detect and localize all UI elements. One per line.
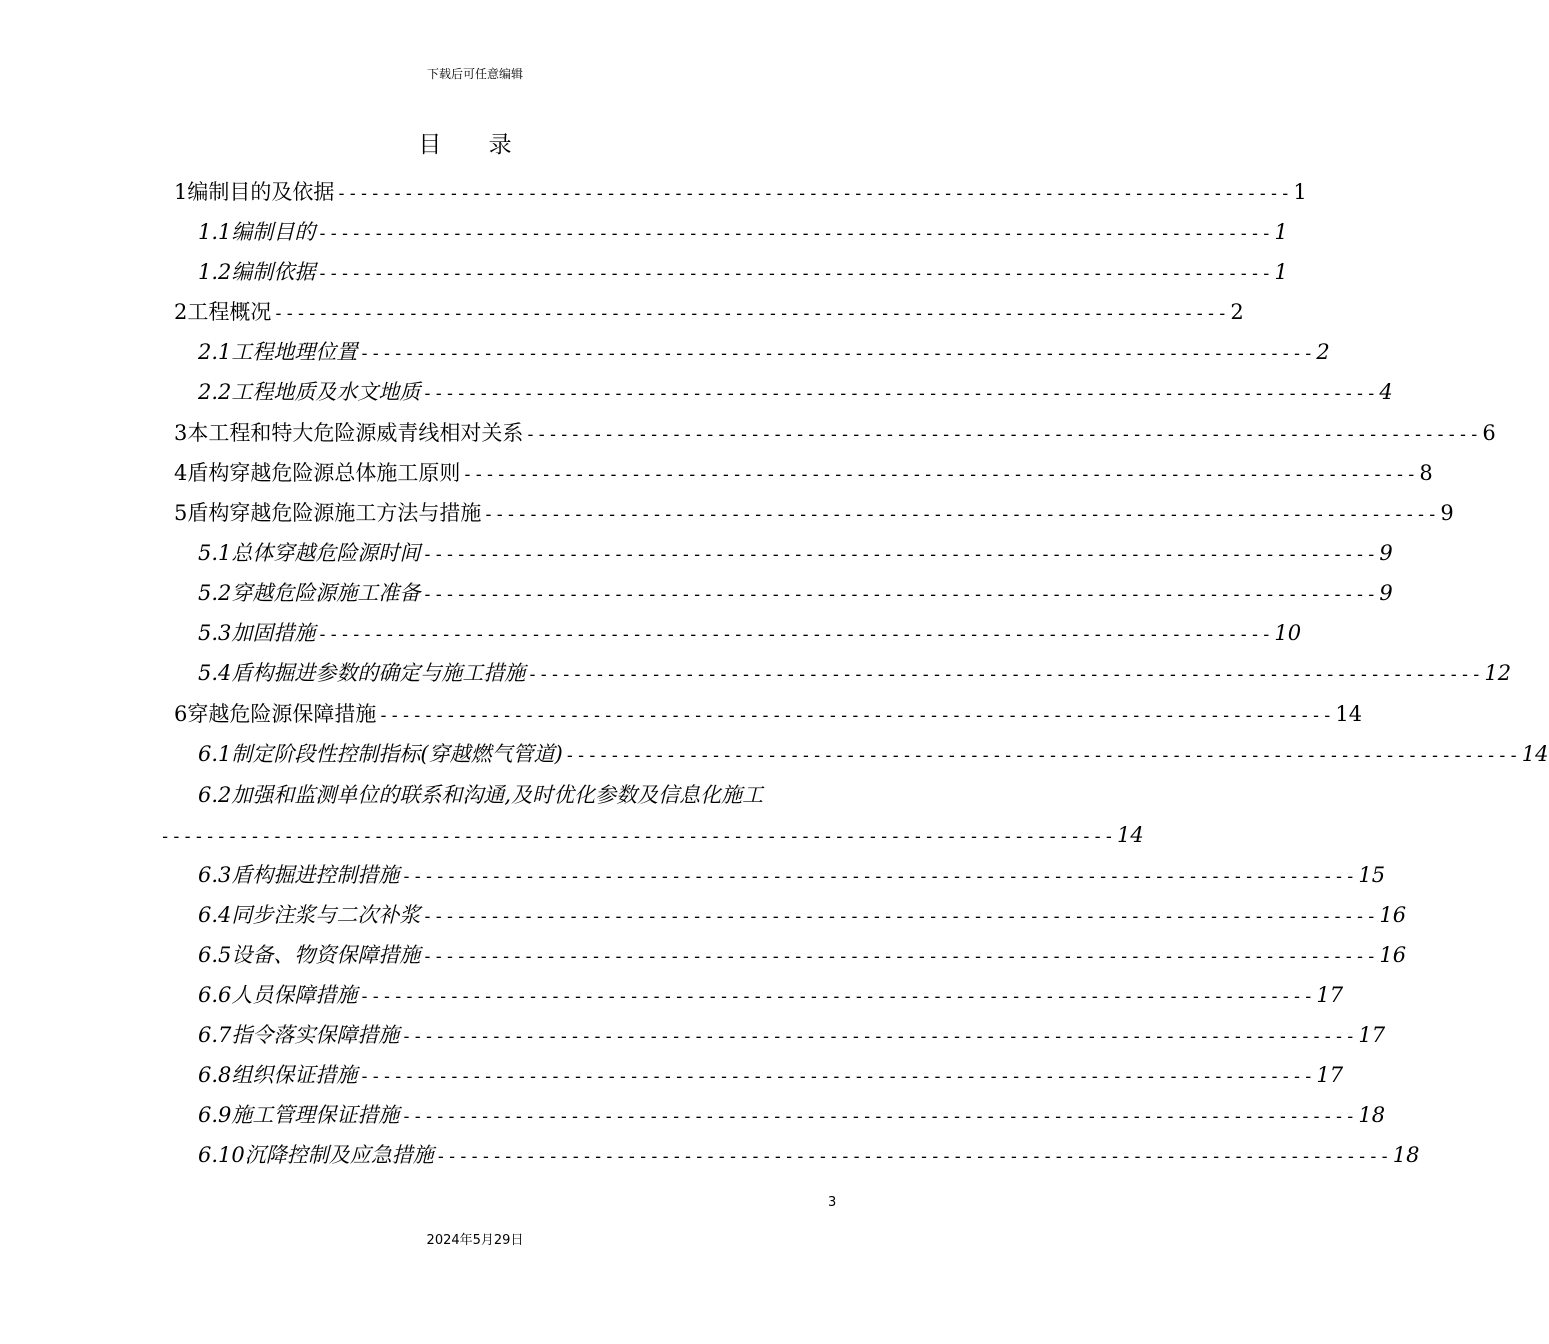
toc-entry-page: 16 bbox=[1379, 903, 1407, 927]
toc-entry[interactable] bbox=[198, 337, 1330, 367]
toc-entry[interactable] bbox=[198, 658, 1512, 688]
toc-entry-page: 14 bbox=[1521, 742, 1549, 766]
toc-entry-page: 9 bbox=[1379, 581, 1393, 605]
toc-entry-label: 6.1制定阶段性控制指标(穿越燃气管道) bbox=[198, 742, 563, 766]
toc-leader: ------------------------------------------------------------------------------------- bbox=[401, 867, 1357, 887]
toc-entry[interactable] bbox=[198, 1100, 1386, 1130]
toc-entry-page: 17 bbox=[1316, 1063, 1344, 1087]
toc-entry[interactable] bbox=[198, 257, 1288, 287]
toc-entry-label: 6.8组织保证措施 bbox=[198, 1063, 358, 1087]
toc-entry[interactable] bbox=[198, 618, 1302, 648]
toc-entry[interactable] bbox=[198, 538, 1393, 568]
toc-entry-label: 2.1工程地理位置 bbox=[198, 340, 358, 364]
toc-entry-label: 1.1编制目的 bbox=[198, 220, 316, 244]
toc-leader: ------------------------------------------------------------------------------------- bbox=[422, 384, 1378, 404]
toc-entry-page: 1 bbox=[1274, 220, 1288, 244]
toc-entry-page: 2 bbox=[1316, 340, 1330, 364]
toc-entry-continuation bbox=[160, 820, 1144, 850]
toc-entry-page: 14 bbox=[1116, 823, 1144, 847]
toc-entry-page: 18 bbox=[1392, 1143, 1420, 1167]
toc-entry[interactable] bbox=[198, 900, 1407, 930]
toc-entry-label: 6.9施工管理保证措施 bbox=[198, 1103, 400, 1127]
toc-entry[interactable] bbox=[174, 458, 1433, 488]
toc-entry[interactable] bbox=[174, 418, 1496, 448]
toc-leader: ------------------------------------------------------------------------------------- bbox=[336, 184, 1292, 204]
toc-entry-page: 1 bbox=[1293, 180, 1307, 204]
toc-leader: ------------------------------------------------------------------------------------- bbox=[401, 1107, 1357, 1127]
toc-entry[interactable] bbox=[174, 498, 1454, 528]
toc-entry-label: 6.6人员保障措施 bbox=[198, 983, 358, 1007]
toc-entry[interactable] bbox=[198, 1060, 1344, 1090]
toc-entry-label: 6.2加强和监测单位的联系和沟通,及时优化参数及信息化施工 bbox=[198, 783, 764, 807]
toc-leader: ------------------------------------------------------------------------------------- bbox=[359, 344, 1315, 364]
page-footer-date: 2024年5月29日 bbox=[426, 1233, 524, 1248]
toc-entry[interactable] bbox=[198, 860, 1386, 890]
toc-entry-page: 8 bbox=[1419, 461, 1433, 485]
toc-entry[interactable] bbox=[174, 297, 1244, 327]
toc-leader: ------------------------------------------------------------------------------------- bbox=[317, 625, 1273, 645]
toc-leader: ------------------------------------------------------------------------------------- bbox=[462, 465, 1418, 485]
toc-leader: ------------------------------------------------------------------------------------- bbox=[317, 264, 1273, 284]
toc-leader: ------------------------------------------------------------------------------------- bbox=[564, 746, 1520, 766]
toc-entry-label: 5盾构穿越危险源施工方法与措施 bbox=[174, 501, 482, 525]
toc-entry[interactable] bbox=[198, 1140, 1420, 1170]
toc-entry-label: 2.2工程地质及水文地质 bbox=[198, 380, 421, 404]
toc-entry-page: 14 bbox=[1335, 702, 1363, 726]
toc-entry-label: 1.2编制依据 bbox=[198, 260, 316, 284]
toc-entry-page: 1 bbox=[1274, 260, 1288, 284]
toc-entry[interactable] bbox=[174, 699, 1363, 729]
toc-leader: ------------------------------------------------------------------------------------- bbox=[422, 585, 1378, 605]
toc-entry-label: 4盾构穿越危险源总体施工原则 bbox=[174, 461, 461, 485]
toc-entry-page: 9 bbox=[1440, 501, 1454, 525]
toc-entry[interactable] bbox=[174, 177, 1307, 207]
toc-leader: ------------------------------------------------------------------------------------- bbox=[527, 665, 1483, 685]
toc-entry-page: 15 bbox=[1358, 863, 1386, 887]
toc-entry-label: 5.1总体穿越危险源时间 bbox=[198, 541, 421, 565]
toc-entry-page: 16 bbox=[1379, 943, 1407, 967]
toc-entry-page: 18 bbox=[1358, 1103, 1386, 1127]
toc-entry-label: 5.4盾构掘进参数的确定与施工措施 bbox=[198, 661, 526, 685]
toc-entry-label: 5.3加固措施 bbox=[198, 621, 316, 645]
toc-entry-page: 10 bbox=[1274, 621, 1302, 645]
toc-entry-page: 17 bbox=[1358, 1023, 1386, 1047]
toc-leader: ------------------------------------------------------------------------------------- bbox=[273, 304, 1229, 324]
toc-leader: ------------------------------------------------------------------------------------- bbox=[401, 1027, 1357, 1047]
toc-leader: ------------------------------------------------------------------------------------- bbox=[422, 545, 1378, 565]
toc-entry-label: 3本工程和特大危险源威青线相对关系 bbox=[174, 421, 524, 445]
toc-leader: ------------------------------------------------------------------------------------- bbox=[160, 827, 1115, 847]
toc-title: 目 录 bbox=[418, 132, 532, 158]
toc-entry-page: 12 bbox=[1484, 661, 1512, 685]
toc-entry-page: 17 bbox=[1316, 983, 1344, 1007]
toc-entry[interactable] bbox=[198, 739, 1549, 769]
toc-entry-label: 6.5设备、物资保障措施 bbox=[198, 943, 421, 967]
toc-leader: ------------------------------------------------------------------------------------- bbox=[422, 907, 1378, 927]
toc-entry-label: 5.2穿越危险源施工准备 bbox=[198, 581, 421, 605]
toc-entry-label: 6穿越危险源保障措施 bbox=[174, 702, 377, 726]
toc-leader: ------------------------------------------------------------------------------------- bbox=[359, 1067, 1315, 1087]
toc-entry[interactable] bbox=[198, 578, 1393, 608]
toc-entry[interactable] bbox=[198, 1020, 1386, 1050]
toc-leader: ------------------------------------------------------------------------------------- bbox=[435, 1147, 1391, 1167]
toc-leader: ------------------------------------------------------------------------------------- bbox=[525, 425, 1481, 445]
toc-leader: ------------------------------------------------------------------------------------- bbox=[422, 947, 1378, 967]
toc-entry-page: 9 bbox=[1379, 541, 1393, 565]
toc-entry-page: 2 bbox=[1230, 300, 1244, 324]
toc-entry[interactable] bbox=[198, 980, 1344, 1010]
page-header: 下载后可任意编辑 bbox=[426, 67, 523, 81]
toc-entry-label: 6.4同步注浆与二次补浆 bbox=[198, 903, 421, 927]
toc-entry-page: 4 bbox=[1379, 380, 1393, 404]
toc-entry-label: 2工程概况 bbox=[174, 300, 272, 324]
toc-entry-label: 6.3盾构掘进控制措施 bbox=[198, 863, 400, 887]
toc-leader: ------------------------------------------------------------------------------------- bbox=[317, 224, 1273, 244]
toc-entry[interactable] bbox=[198, 377, 1393, 407]
toc-leader: ------------------------------------------------------------------------------------- bbox=[359, 987, 1315, 1007]
toc-entry-label: 1编制目的及依据 bbox=[174, 180, 335, 204]
toc-entry[interactable] bbox=[198, 940, 1407, 970]
toc-entry-label: 6.7指令落实保障措施 bbox=[198, 1023, 400, 1047]
page-number: 3 bbox=[828, 1195, 837, 1210]
toc-entry-page: 6 bbox=[1482, 421, 1496, 445]
toc-entry[interactable] bbox=[198, 217, 1288, 247]
toc-leader: ------------------------------------------------------------------------------------- bbox=[483, 505, 1439, 525]
toc-entry-label: 6.10沉降控制及应急措施 bbox=[198, 1143, 434, 1167]
toc-leader: ------------------------------------------------------------------------------------- bbox=[378, 706, 1334, 726]
